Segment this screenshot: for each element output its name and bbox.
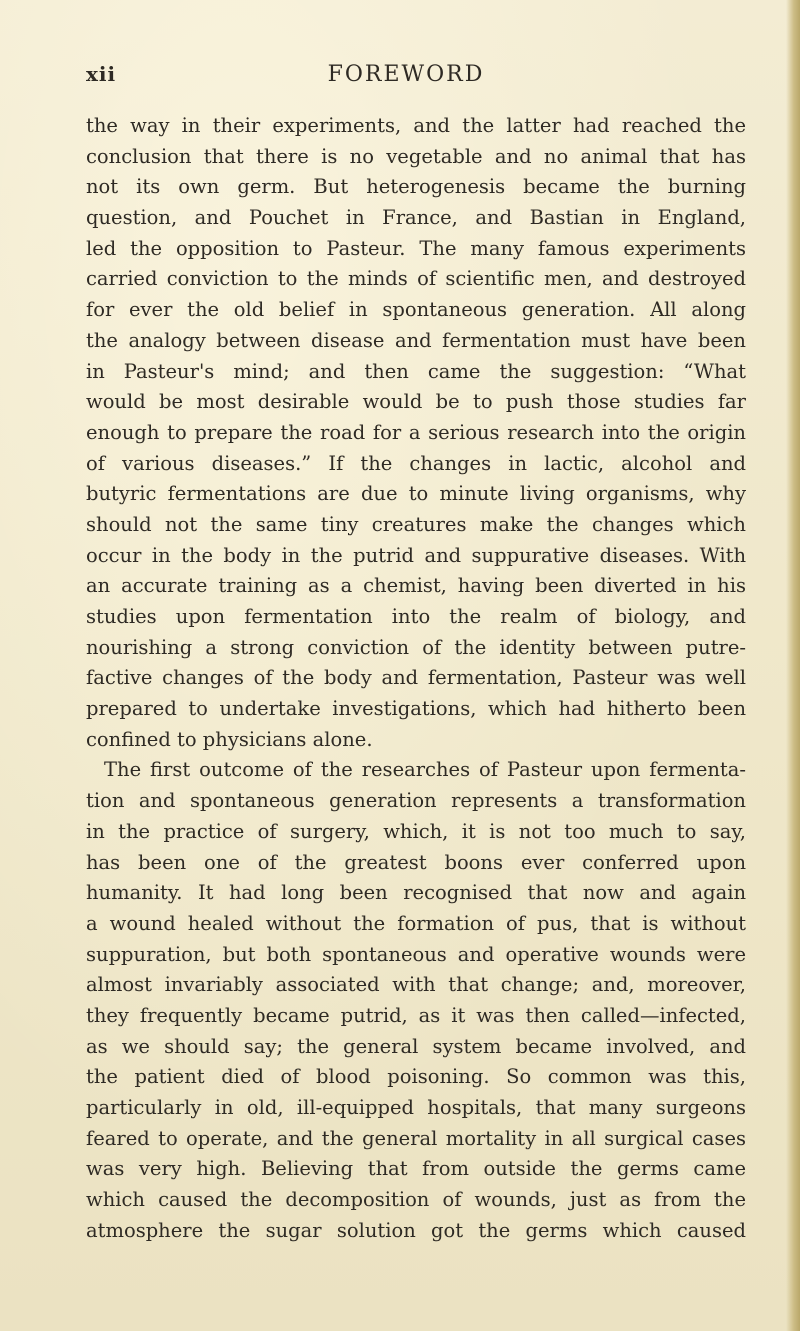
text-line: the way in their experiments, and the latter had reached the (86, 114, 746, 137)
text-line: studies upon fermentation into the realm of biology, and (86, 605, 746, 628)
text-line: which caused the decomposition of wounds, just as from the (86, 1188, 746, 1212)
text-line: particularly in old, ill-equipped hospitals, that many surgeons (86, 1096, 746, 1119)
text-line: not its own germ. But heterogenesis became the burning (86, 175, 746, 199)
text-line: conclusion that there is no vegetable and no animal that has (86, 144, 746, 168)
text-line: carried conviction to the minds of scientific men, and destroyed (86, 267, 746, 291)
text-line: should not the same tiny creatures make the changes which (86, 512, 746, 536)
text-line: confined to physicians alone. (86, 727, 373, 751)
text-line: of various diseases.” If the changes in lactic, alcohol and (86, 451, 746, 475)
text-line: has been one of the greatest boons ever conferred upon (86, 850, 746, 874)
text-line: the analogy between disease and fermentation must have been (86, 328, 746, 352)
running-head (86, 62, 726, 92)
text-line: was very high. Believing that from outside the germs came (86, 1157, 746, 1181)
text-line: feared to operate, and the general mortality in all surgical cases (86, 1126, 746, 1150)
text-line: for ever the old belief in spontaneous generation. All along (86, 298, 746, 322)
page-edge-shadow (786, 0, 800, 1331)
section-title: FOREWORD (327, 62, 485, 87)
text-line: a wound healed without the formation of pus, that is without (86, 911, 746, 935)
text-line: almost invariably associated with that change; and, moreover, (86, 973, 746, 997)
text-line: the patient died of blood poisoning. So common was this, (86, 1065, 746, 1089)
text-line: butyric fermentations are due to minute living organisms, why (86, 482, 746, 506)
text-line: suppuration, but both spontaneous and operative wounds were (86, 942, 746, 966)
text-line: atmosphere the sugar solution got the germs which caused (86, 1218, 746, 1242)
text-line: humanity. It had long been recognised that now and again (86, 881, 746, 905)
text-line: tion and spontaneous generation represents a transformation (86, 789, 746, 813)
text-line: would be most desirable would be to push those studies far (86, 390, 746, 414)
text-line: nourishing a strong conviction of the identity between putre- (86, 635, 746, 659)
body-text (86, 111, 746, 1246)
text-line: The first outcome of the researches of Pasteur upon fermenta- (104, 758, 746, 782)
page-number: xii (86, 62, 117, 86)
text-line: factive changes of the body and fermentation, Pasteur was well (86, 666, 746, 690)
text-line: as we should say; the general system became involved, and (86, 1034, 746, 1058)
text-line: occur in the body in the putrid and suppurative diseases. With (86, 543, 746, 567)
text-line: prepared to undertake investigations, which had hitherto been (86, 697, 746, 721)
text-line: led the opposition to Pasteur. The many famous experiments (86, 236, 746, 260)
text-line: they frequently became putrid, as it was then called—infected, (86, 1003, 746, 1027)
text-line: in the practice of surgery, which, it is not too much to say, (86, 819, 746, 843)
text-line: in Pasteur's mind; and then came the suggestion: “What (86, 359, 746, 383)
text-line: question, and Pouchet in France, and Bastian in England, (86, 206, 746, 230)
text-line: enough to prepare the road for a serious research into the origin (86, 420, 746, 444)
text-line: an accurate training as a chemist, having been diverted in his (86, 574, 746, 598)
